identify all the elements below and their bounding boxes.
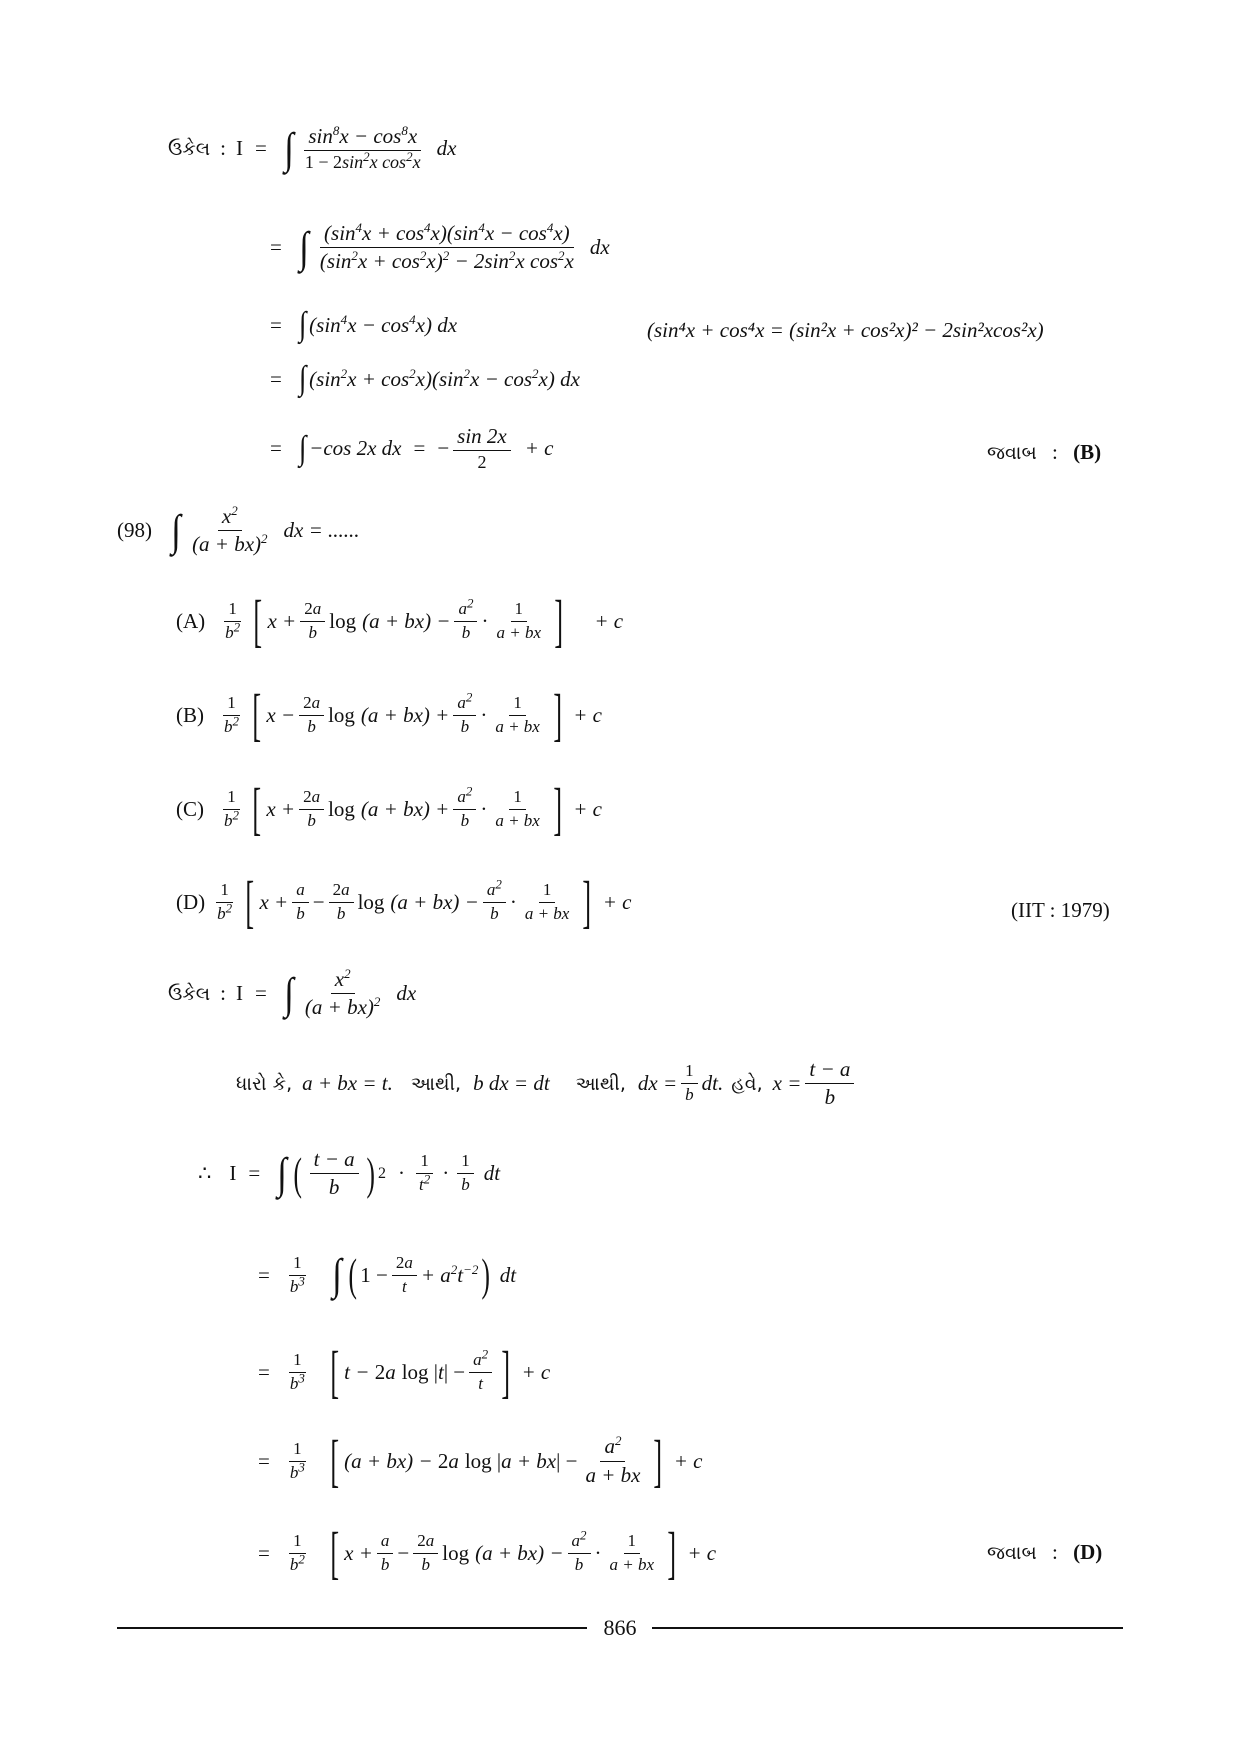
option-d: (D) $\frac{1}{b^2}$ [ x + $\frac{a}{b}$ − $\frac{2a}{b}$ log (a + bx) − $\frac{a^2}{b}$ · $\frac{1}{a + bx}$ ] + c xyxy=(176,869,632,934)
question-number: (98) xyxy=(117,518,152,543)
option-label-b: (B) xyxy=(176,702,204,727)
solution2-line5: = $\frac{1}{b^3}$ [ t − 2a log | t | − $\frac{a^2}{t}$ ] + c xyxy=(258,1339,551,1404)
fraction: $\frac{\sin^8x - \cos^8x}{1 - 2\sin^2x \cos^2x}$ xyxy=(304,123,421,173)
identity-hint: (sin⁴x + cos⁴x = (sin²x + cos²x)² − 2sin²xcos²x) xyxy=(647,318,1044,342)
solution1-line5: = ∫ −cos 2x dx = − $\frac{\sin 2x}{2}$ + c xyxy=(270,424,554,473)
footer-rule-right xyxy=(652,1627,1123,1629)
answer-letter-2: (D) xyxy=(1073,1540,1103,1564)
solution2-line7: = $\frac{1}{b^2}$ [ x + $\frac{a}{b}$ − $\frac{2a}{b}$ log (a + bx) − $\frac{a^2}{b}$ · $\frac{1}{a + bx}$ ] + c xyxy=(258,1520,717,1585)
solution2-line6: = $\frac{1}{b^3}$ [ (a + bx) − 2a log | a + bx | − $\frac{a^2}{a + bx}$ ] + c xyxy=(258,1428,703,1493)
substitution-line: ધારો કે, a + bx = t. આથી, b dx = dt આથી, dx = $\frac{1}{b}$ dt. હવે, x = $\frac{t - a}{b}$ xyxy=(236,1058,858,1109)
integral-sign: ∫ xyxy=(284,123,294,173)
solution-label: ઉકેલ xyxy=(168,137,211,160)
solution2-line4: = $\frac{1}{b^3}$ ∫ ( 1 − $\frac{2a}{t}$ + $a^2t^{-2}$ ) dt xyxy=(258,1249,517,1300)
let-label: ધારો કે, xyxy=(236,1072,293,1095)
solution1-line2: = ∫ $\frac{(\sin^4x + \cos^4x)(\sin^4x - \cos^4x)}{(\sin^2x + \cos^2x)^2 - 2\sin^2x \cos^2x}$ dx xyxy=(270,220,610,274)
solution1-line4: = ∫ $(\sin^2x + \cos^2x)(\sin^2x - \cos^2x)$ dx xyxy=(270,360,580,397)
page-number: 866 xyxy=(603,1615,637,1640)
hence-label-2: આથી, xyxy=(575,1072,626,1095)
option-c: (C) $\frac{1}{b^2}$ [ x + $\frac{2a}{b}$ log (a + bx) + $\frac{a^2}{b}$ · $\frac{1}{a + bx}$ ] + c xyxy=(176,776,602,841)
solution-label-2: ઉકેલ xyxy=(168,982,211,1005)
var-I: I xyxy=(236,136,243,161)
footer-rule-left xyxy=(117,1627,587,1629)
option-b: (B) $\frac{1}{b^2}$ [ x − $\frac{2a}{b}$ log (a + bx) + $\frac{a^2}{b}$ · $\frac{1}{a + bx}$ ] + c xyxy=(176,682,602,747)
question-tail: dx = ...... xyxy=(283,518,360,543)
solution1-line3: = ∫ $(\sin^4x - \cos^4x)$ dx xyxy=(270,306,458,343)
now-label: હવે, xyxy=(731,1072,763,1095)
option-a: (A) $\frac{1}{b^2}$ [ x + $\frac{2a}{b}$ log (a + bx) − $\frac{a^2}{b}$ · $\frac{1}{a + bx}$ ] + c xyxy=(176,588,624,653)
option-label-c: (C) xyxy=(176,796,204,821)
hence-label-1: આથી, xyxy=(410,1072,462,1095)
question-source: (IIT : 1979) xyxy=(1011,898,1110,922)
option-label-a: (A) xyxy=(176,608,206,633)
fraction: $\frac{(\sin^4x + \cos^4x)(\sin^4x - \cos^4x)}{(\sin^2x + \cos^2x)^2 - 2\sin^2x \cos^2x}$ xyxy=(319,220,574,274)
solution2-line1: ઉકેલ : I = ∫ $\frac{x^2}{(a + bx)^2}$ dx xyxy=(168,966,417,1020)
option-label-d: (D) xyxy=(176,889,206,914)
question-98: (98) ∫ $\frac{x^2}{(a + bx)^2}$ dx = ...... xyxy=(117,503,360,557)
solution1-line1: ઉકેલ : I = ∫ $\frac{\sin^8x - \cos^8x}{1 - 2\sin^2x \cos^2x}$ dx xyxy=(168,123,457,173)
answer-2: જવાબ : (D) xyxy=(987,1540,1103,1564)
answer-letter-1: (B) xyxy=(1073,440,1102,464)
solution2-line3: ∴ I = ∫ ( $\frac{t - a}{b}$ ) 2 · $\frac{1}{t^2}$ · $\frac{1}{b}$ dt xyxy=(198,1147,501,1200)
colon: : xyxy=(220,136,226,161)
answer-1: જવાબ : (B) xyxy=(987,440,1102,464)
